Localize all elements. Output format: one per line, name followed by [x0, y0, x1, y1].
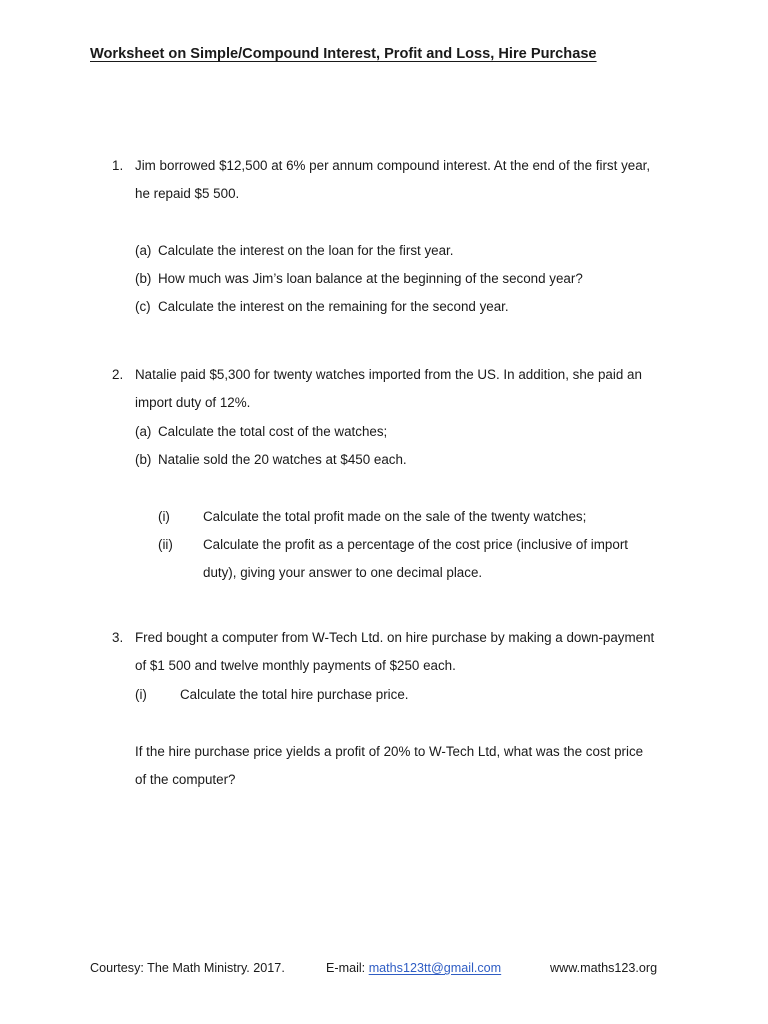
question-3-i-text: Calculate the total hire purchase price.	[180, 687, 409, 702]
question-2a-text: Calculate the total cost of the watches;	[158, 424, 388, 439]
question-2-number: 2.	[112, 367, 124, 382]
question-1a-label: (a)	[135, 243, 152, 258]
question-2-line-2: import duty of 12%.	[135, 395, 251, 410]
question-1a-text: Calculate the interest on the loan for the first year.	[158, 243, 454, 258]
footer-email-label: E-mail:	[326, 961, 369, 975]
question-2b-ii-text: Calculate the profit as a percentage of the cost price (inclusive of import	[203, 537, 628, 552]
question-3-line-1: Fred bought a computer from W-Tech Ltd. on hire purchase by making a down-payment	[135, 630, 655, 645]
question-1b-text: How much was Jim’s loan balance at the beginning of the second year?	[158, 271, 583, 286]
question-2b-i-text: Calculate the total profit made on the sale of the twenty watches;	[203, 509, 587, 524]
question-1-line-2: he repaid $5 500.	[135, 186, 240, 201]
worksheet-title: Worksheet on Simple/Compound Interest, Profit and Loss, Hire Purchase	[90, 46, 597, 62]
question-1b-label: (b)	[135, 271, 152, 286]
question-1-line-1: Jim borrowed $12,500 at 6% per annum compound interest. At the end of the first year,	[135, 158, 651, 173]
question-3-line-2: of $1 500 and twelve monthly payments of $250 each.	[135, 658, 456, 673]
footer-email-link[interactable]: maths123tt@gmail.com	[368, 961, 502, 975]
footer-email	[326, 961, 501, 975]
question-2b-text: Natalie sold the 20 watches at $450 each.	[158, 452, 407, 467]
question-3-number: 3.	[112, 630, 124, 645]
footer-courtesy: Courtesy: The Math Ministry. 2017.	[90, 961, 285, 975]
question-2b-ii-label: (ii)	[158, 537, 173, 552]
question-2b-ii-text-2: duty), giving your answer to one decimal place.	[203, 565, 483, 580]
question-2-line-1: Natalie paid $5,300 for twenty watches imported from the US. In addition, she paid an	[135, 367, 642, 382]
question-2b-label: (b)	[135, 452, 152, 467]
question-1c-text: Calculate the interest on the remaining for the second year.	[158, 299, 509, 314]
footer-website: www.maths123.org	[550, 961, 658, 975]
question-1-number: 1.	[112, 158, 124, 173]
question-1c-label: (c)	[135, 299, 151, 314]
question-2a-label: (a)	[135, 424, 152, 439]
question-3-follow-up-2: of the computer?	[135, 772, 236, 787]
question-3-follow-up-1: If the hire purchase price yields a profit of 20% to W-Tech Ltd, what was the cost price	[135, 744, 644, 759]
question-2b-i-label: (i)	[158, 509, 170, 524]
question-3-i-label: (i)	[135, 687, 147, 702]
